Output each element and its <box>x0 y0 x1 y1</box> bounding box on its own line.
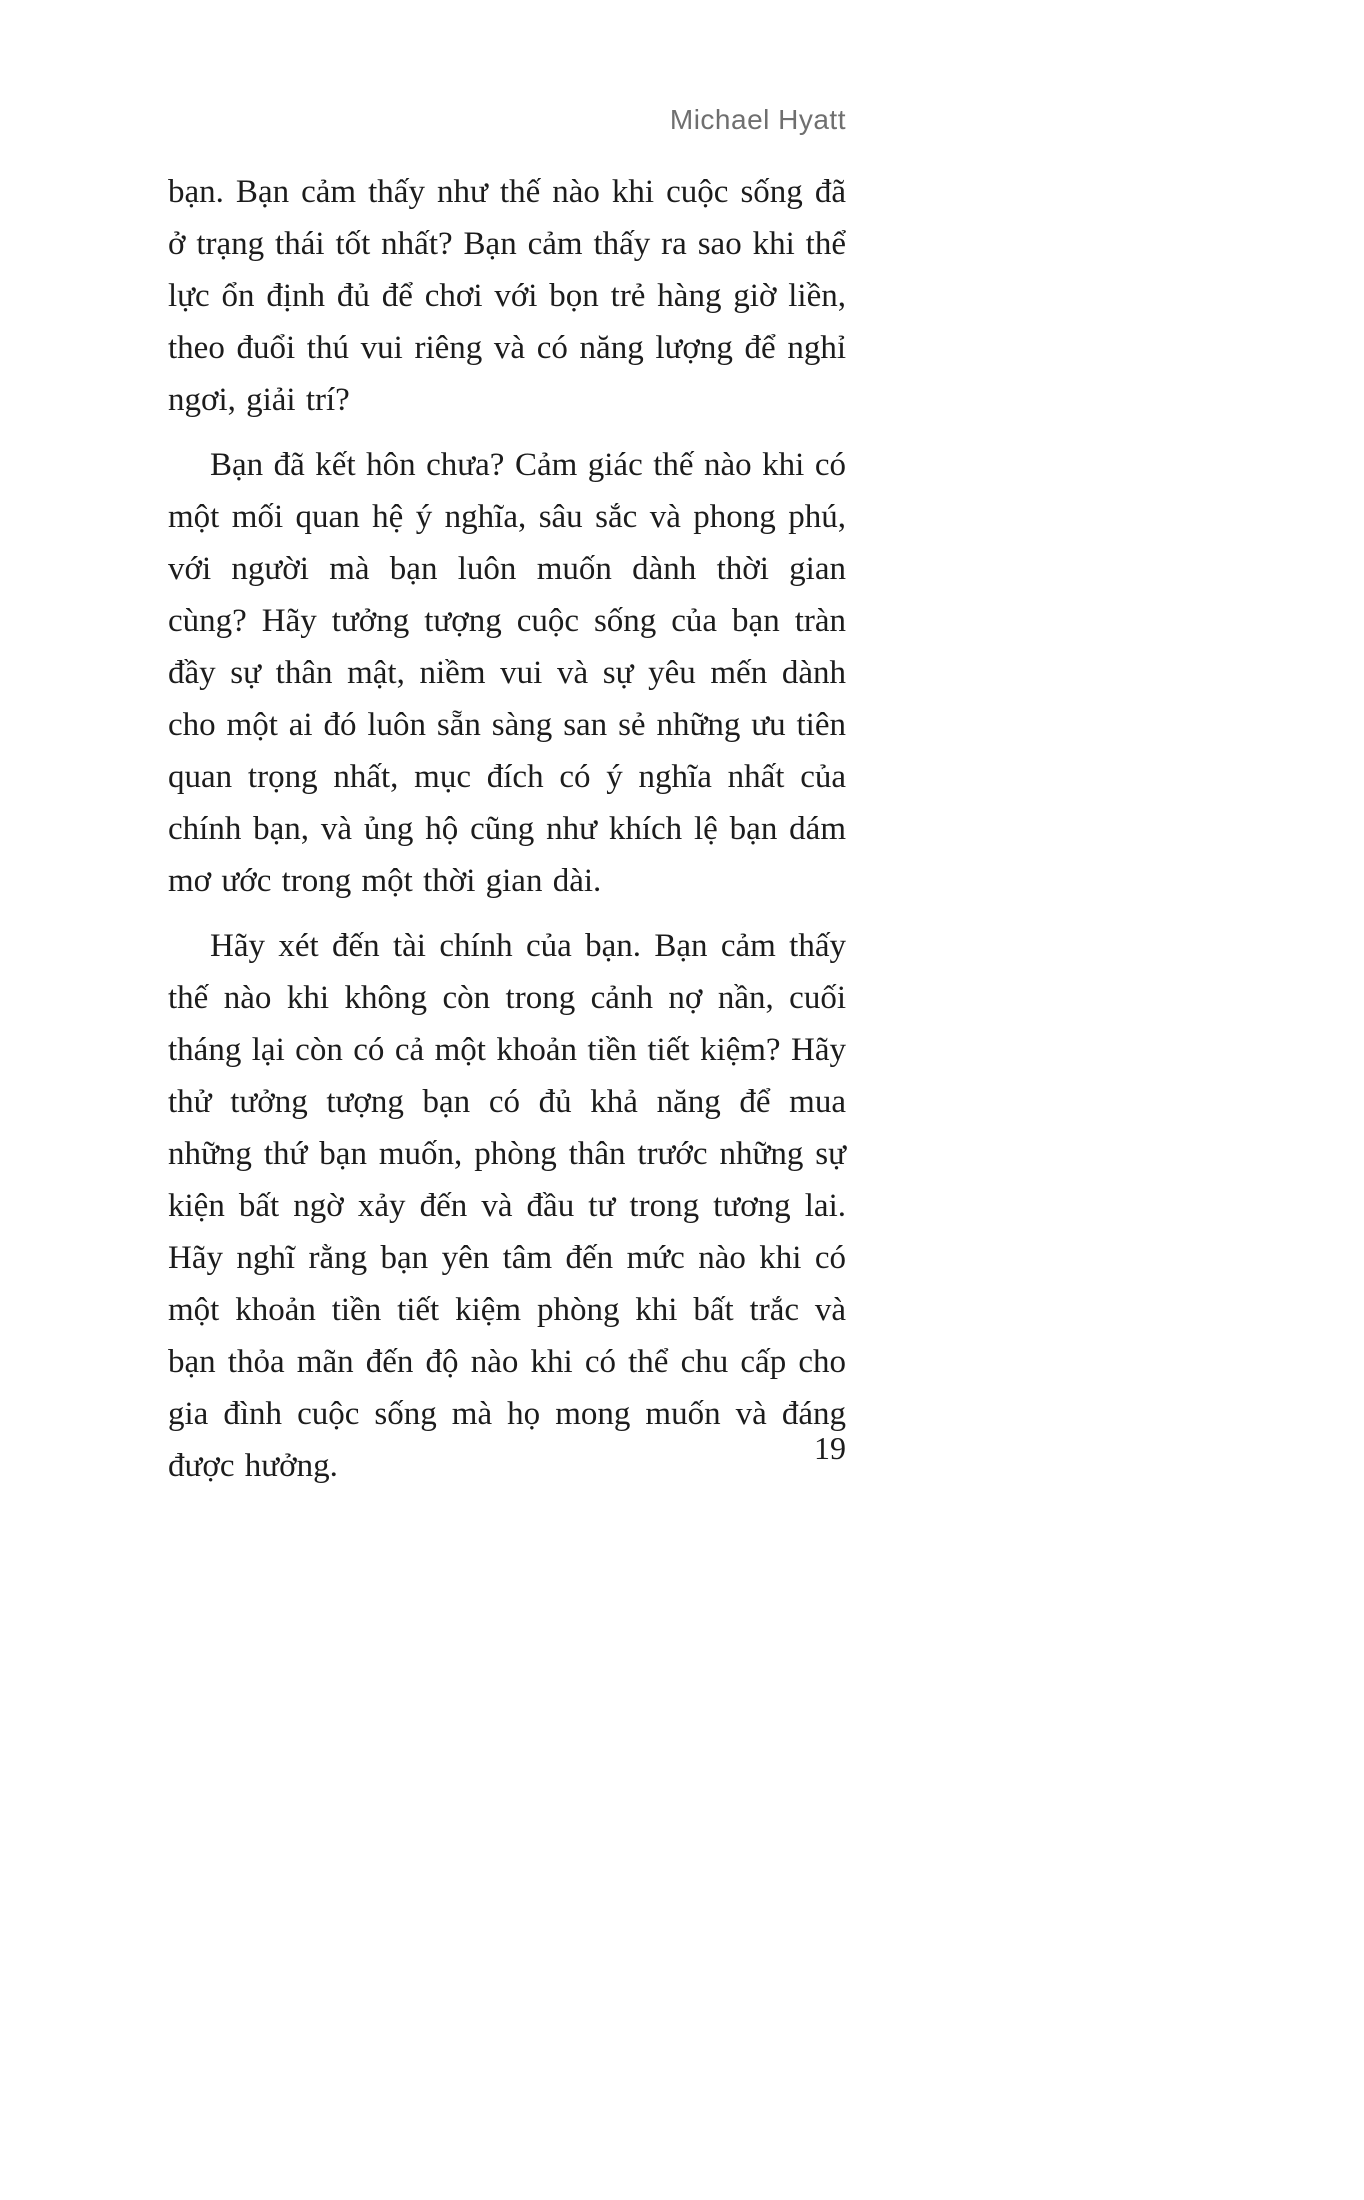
running-header-author: Michael Hyatt <box>669 104 846 135</box>
page-body <box>168 166 846 1505</box>
page-number: 19 <box>814 1430 846 1466</box>
paragraph: Bạn đã kết hôn chưa? Cảm giác thế nào khi có một mối quan hệ ý nghĩa, sâu sắc và phong phú, với người mà bạn luôn muốn dành thời gian cùng? Hãy tưởng tượng cuộc sống của bạn tràn đầy sự thân mật, niềm vui và sự yêu mến dành cho một ai đó luôn sẵn sàng san sẻ những ưu tiên quan trọng nhất, mục đích có ý nghĩa nhất của chính bạn, và ủng hộ cũng như khích lệ bạn dám mơ ước trong một thời gian dài. <box>168 447 846 899</box>
paragraph-continuation: bạn. Bạn cảm thấy như thế nào khi cuộc sống đã ở trạng thái tốt nhất? Bạn cảm thấy ra sao khi thể lực ổn định đủ để chơi với bọn trẻ hàng giờ liền, theo đuổi thú vui riêng và có năng lượng để nghỉ ngơi, giải trí? <box>168 174 846 418</box>
paragraph: Hãy xét đến tài chính của bạn. Bạn cảm thấy thế nào khi không còn trong cảnh nợ nần, cuối tháng lại còn có cả một khoản tiền tiết kiệm? Hãy thử tưởng tượng bạn có đủ khả năng để mua những thứ bạn muốn, phòng thân trước những sự kiện bất ngờ xảy đến và đầu tư trong tương lai. Hãy nghĩ rằng bạn yên tâm đến mức nào khi có một khoản tiền tiết kiệm phòng khi bất trắc và bạn thỏa mãn đến độ nào khi có thể chu cấp cho gia đình cuộc sống mà họ mong muốn và đáng được hưởng. <box>168 928 846 1484</box>
